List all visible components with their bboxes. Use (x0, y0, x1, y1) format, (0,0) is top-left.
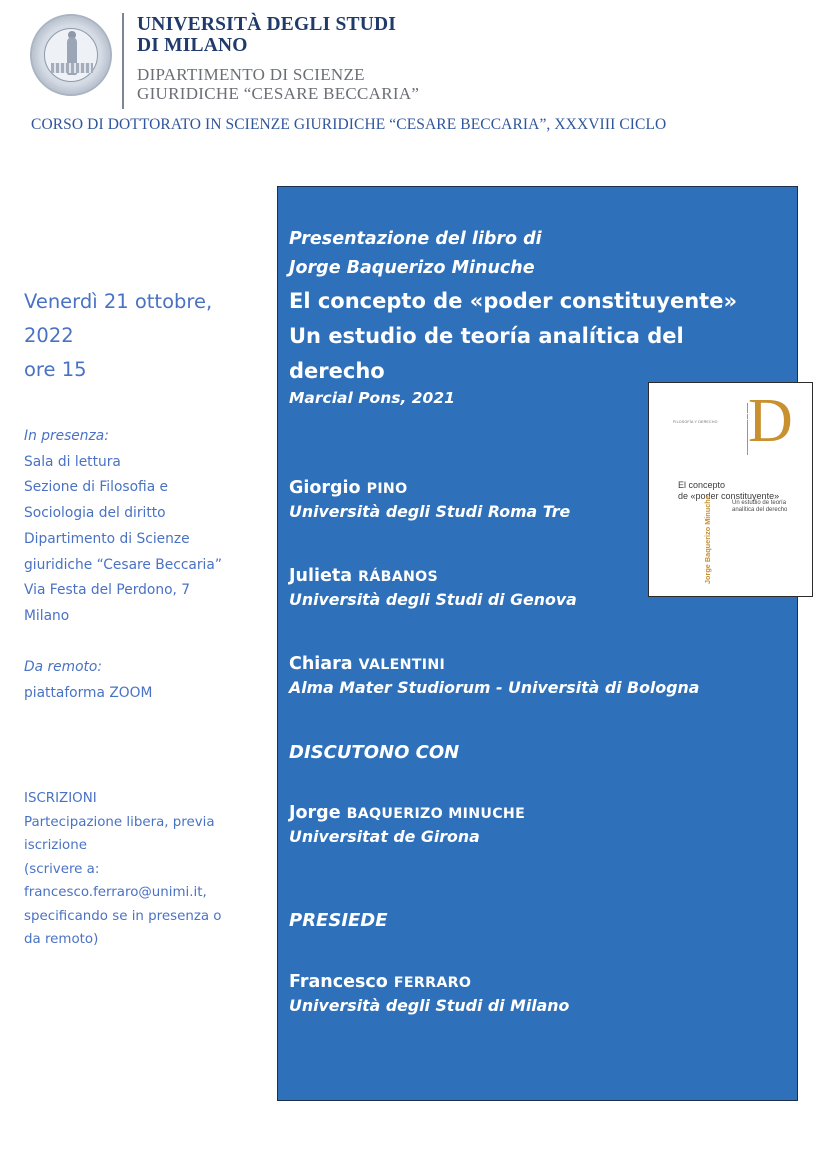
speaker-last-name: PINO (366, 481, 408, 497)
venue-line: Sociologia del diritto (24, 505, 166, 522)
cover-logo-rule (747, 403, 748, 455)
cover-title (678, 480, 779, 501)
venue-line: Sala di lettura (24, 453, 121, 470)
chair (289, 972, 569, 1015)
speaker-first-name: Giorgio (289, 478, 367, 498)
venue-line: giuridiche “Cesare Beccaria” (24, 556, 222, 573)
speaker-name (289, 566, 438, 586)
event-date (24, 285, 212, 387)
book-title (289, 284, 737, 389)
registration-line: (scrivere a: (24, 861, 100, 877)
cover-subtitle (732, 500, 787, 515)
book-title-line1: El concepto de «poder constituyente» (289, 289, 738, 313)
speaker (289, 478, 570, 521)
chair-affiliation: Università degli Studi di Milano (289, 996, 570, 1015)
chair-label: PRESIEDE (289, 910, 388, 931)
venue-line: Dipartimento di Scienze (24, 530, 190, 547)
venue-line: Sezione di Filosofia e (24, 479, 169, 496)
seal-building (51, 63, 93, 73)
university-name-line2: DI MILANO (137, 35, 248, 56)
date-line1: Venerdì 21 ottobre, (24, 290, 213, 313)
book-author: Jorge Baquerizo Minuche (289, 258, 535, 278)
cover-title-line1: El concepto (678, 480, 726, 490)
speaker-last-name: VALENTINI (358, 657, 446, 673)
speaker-affiliation: Alma Mater Studiorum - Università di Bologna (289, 678, 700, 697)
speaker (289, 654, 699, 697)
registration-heading: ISCRIZIONI (24, 791, 97, 806)
speaker-last-name: RÁBANOS (358, 569, 439, 585)
cover-subtitle-line1: Un estudio de teoría (732, 500, 787, 506)
book-publisher: Marcial Pons, 2021 (289, 389, 455, 407)
speaker-first-name: Chiara (289, 654, 359, 674)
cover-subtitle-line2: analítica del derecho (732, 507, 788, 514)
registration-line: specificando se in presenza o (24, 908, 222, 924)
department-name (137, 65, 419, 103)
university-seal-icon (30, 14, 112, 96)
registration-line: iscrizione (24, 838, 87, 853)
discussant-name (289, 803, 525, 823)
cover-series: FILOSOFÍA Y DERECHO (673, 420, 718, 424)
speaker-name (289, 478, 407, 498)
registration-line: da remoto) (24, 932, 99, 947)
book-title-line2: Un estudio de teoría analítica del (289, 324, 684, 348)
discussant-last-name: BAQUERIZO MINUCHE (346, 806, 526, 822)
registration-email[interactable]: francesco.ferraro@unimi.it, (24, 885, 207, 900)
university-name (137, 14, 396, 56)
discussant (289, 803, 525, 846)
book-cover-image (648, 382, 813, 597)
speaker-name (289, 654, 445, 674)
chair-name (289, 972, 471, 992)
registration-info (24, 787, 222, 952)
remote-platform: piattaforma ZOOM (24, 685, 153, 702)
department-name-line2: GIURIDICHE “CESARE BECCARIA” (137, 84, 420, 103)
date-line2: 2022 (24, 324, 74, 347)
speaker (289, 566, 577, 609)
speaker-affiliation: Università degli Studi di Genova (289, 590, 577, 609)
speaker-affiliation: Università degli Studi Roma Tre (289, 502, 571, 521)
book-title-line3: derecho (289, 359, 385, 383)
cover-logo-d-icon: D (748, 387, 793, 455)
course-title: CORSO DI DOTTORATO IN SCIENZE GIURIDICHE “CESARE BECCARIA”, XXXVIII CICLO (31, 116, 667, 133)
seal-inner-ring (44, 28, 98, 82)
book-presentation-intro (289, 225, 542, 283)
department-name-line1: DIPARTIMENTO DI SCIENZE (137, 65, 365, 84)
venue-info (24, 424, 222, 707)
chair-last-name: FERRARO (393, 975, 472, 991)
intro-line1: Presentazione del libro di (289, 229, 542, 249)
venue-line: Milano (24, 607, 70, 624)
discussant-label: DISCUTONO CON (289, 742, 460, 763)
header-divider (122, 13, 124, 109)
in-person-label: In presenza: (24, 428, 109, 444)
chair-first-name: Francesco (289, 972, 394, 992)
spacer (24, 630, 222, 656)
cover-logo-f-icon: f (741, 409, 748, 434)
discussant-affiliation: Universitat de Girona (289, 827, 480, 846)
remote-label: Da remoto: (24, 659, 103, 676)
registration-line: Partecipazione libera, previa (24, 814, 215, 830)
event-time: ore 15 (24, 358, 87, 381)
speaker-first-name: Julieta (289, 566, 359, 586)
university-name-line1: UNIVERSITÀ DEGLI STUDI (137, 14, 397, 35)
cover-title-line2: de «poder constituyente» (678, 490, 780, 501)
venue-line: Via Festa del Perdono, 7 (24, 582, 191, 599)
discussant-first-name: Jorge (289, 803, 347, 823)
cover-author: Jorge Baquerizo Minuche (703, 495, 712, 584)
